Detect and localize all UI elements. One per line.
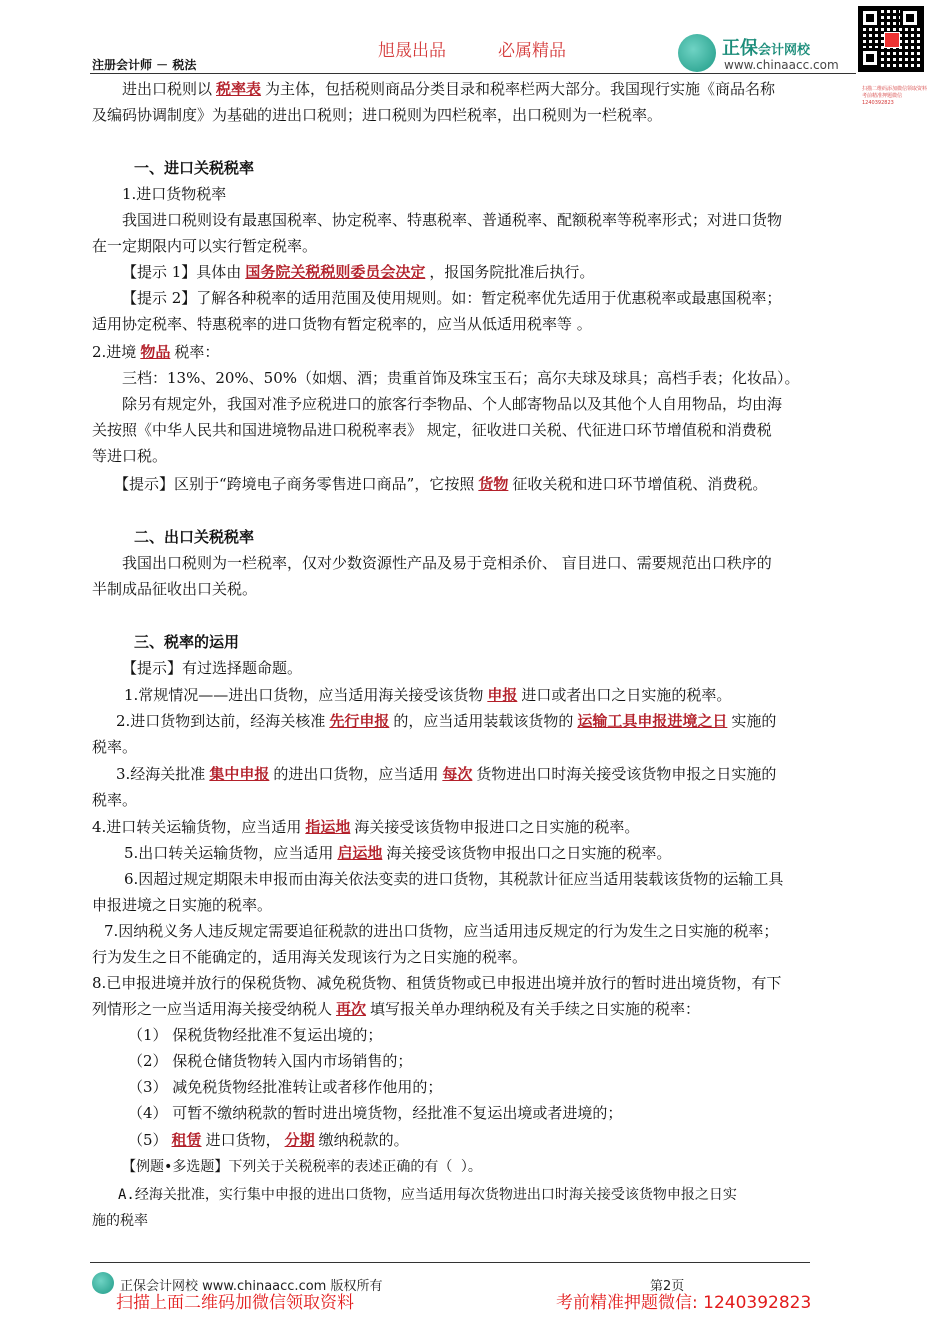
paragraph: 三档：13%、20%、50%（如烟、酒；贵重首饰及珠宝玉石；高尔夫球及球具；高档手表；化妆品）。 xyxy=(122,369,800,387)
tip: 【提示】有过选择题命题。 xyxy=(122,659,303,677)
tip: 【提示 2】了解各种税率的适用范围及使用规则。如：暂定税率优先适用于优惠税率或最惠国税率； xyxy=(122,289,782,307)
keyword: 运输工具申报进境之日 xyxy=(577,712,728,730)
keyword: 申报 xyxy=(487,686,518,704)
keyword: 货物 xyxy=(478,475,509,493)
paragraph: 我国出口税则为一栏税率，仅对少数资源性产品及易于竞相杀价、 盲目进口、需要规范出口秩序的 xyxy=(122,554,772,572)
course-title: 注册会计师 － 税法 xyxy=(92,58,197,72)
paragraph: 我国进口税则设有最惠国税率、协定税率、特惠税率、普通税率、配额税率等税率形式；对进口货物 xyxy=(122,211,783,229)
subheading: 2.进境 物品 税率： xyxy=(92,343,220,361)
sub-list-item: （5） 租赁 进口货物， 分期 缴纳税款的。 xyxy=(128,1131,409,1149)
keyword: 物品 xyxy=(140,343,171,361)
footer-promo-left: 扫描上面二维码加微信领取资料 xyxy=(116,1293,354,1313)
list-item: 1.常规情况——进出口货物，应当适用海关接受该货物 申报 进口或者出口之日实施的税率。 xyxy=(124,686,732,704)
tip: 适用协定税率、特惠税率的进口货物有暂定税率的，应当从低适用税率等 。 xyxy=(92,315,592,333)
keyword: 集中申报 xyxy=(209,765,270,783)
list-item: 税率。 xyxy=(92,738,138,756)
keyword: 再次 xyxy=(336,1000,367,1018)
paragraph: 半制成品征收出口关税。 xyxy=(92,580,258,598)
keyword: 国务院关税税则委员会决定 xyxy=(245,263,426,281)
sub-list-item: （2） 保税仓储货物转入国内市场销售的； xyxy=(128,1052,413,1070)
keyword: 分期 xyxy=(284,1131,315,1149)
tip: 【提示】区别于“跨境电子商务零售进口商品”，它按照 货物 征收关税和进口环节增值税、消费税。 xyxy=(114,475,768,493)
list-item: 申报进境之日实施的税率。 xyxy=(92,896,273,914)
logo-url: www.chinaacc.com xyxy=(724,58,839,72)
keyword: 税率表 xyxy=(216,80,262,98)
footer-promo-right: 考前精准押题微信: 1240392823 xyxy=(556,1293,812,1313)
keyword: 先行申报 xyxy=(329,712,390,730)
footer-logo-icon xyxy=(92,1272,114,1294)
list-item: 税率。 xyxy=(92,791,138,809)
list-item: 行为发生之日不能确定的，适用海关发现该行为之日实施的税率。 xyxy=(92,948,528,966)
list-item: 8.已申报进境并放行的保税货物、减免税货物、租赁货物或已申报进出境并放行的暂时进出境货物，有下 xyxy=(92,974,782,992)
qr-finder-icon xyxy=(860,8,880,28)
section-title: 二、出口关税税率 xyxy=(134,528,255,546)
list-item: 3.经海关批准 集中申报 的进出口货物，应当适用 每次 货物进出口时海关接受该货物申报之日实施的 xyxy=(116,765,777,783)
footer-divider xyxy=(90,1262,810,1263)
logo-emblem-icon xyxy=(678,34,716,72)
paragraph: 等进口税。 xyxy=(92,447,168,465)
list-item: 2.进口货物到达前，经海关核准 先行申报 的，应当适用装载该货物的 运输工具申报进境之日 实施的 xyxy=(116,712,777,730)
list-item: 5.出口转关运输货物，应当适用 启运地 海关接受该货物申报出口之日实施的税率。 xyxy=(124,844,672,862)
intro-line-1: 进出口税则以 税率表 为主体，包括税则商品分类目录和税率栏两大部分。我国现行实施《商品名称 xyxy=(122,80,776,98)
sub-list-item: （1） 保税货物经批准不复运出境的； xyxy=(128,1026,383,1044)
subheading: 1.进口货物税率 xyxy=(122,185,227,203)
section-title: 三、税率的运用 xyxy=(134,633,240,651)
list-item: 列情形之一应当适用海关接受纳税人 再次 填写报关单办理纳税及有关手续之日实施的税率： xyxy=(92,1000,701,1018)
slogan-right: 必属精品 xyxy=(498,41,566,61)
intro-line-2: 及编码协调制度》为基础的进出口税则；进口税则为四栏税率，出口税则为一栏税率。 xyxy=(92,106,663,124)
qr-center-logo-icon xyxy=(884,32,900,48)
qr-finder-icon xyxy=(900,8,920,28)
example-question: 【例题•多选题】下列关于关税税率的表述正确的有（ ）。 xyxy=(122,1159,482,1175)
keyword: 指运地 xyxy=(305,818,351,836)
example-option: 施的税率 xyxy=(92,1213,148,1229)
keyword: 启运地 xyxy=(337,844,383,862)
logo-brand-sub: 会计网校 xyxy=(758,43,811,58)
footer-copyright: 正保会计网校 www.chinaacc.com 版权所有 xyxy=(120,1279,383,1294)
keyword: 每次 xyxy=(442,765,473,783)
paragraph: 除另有规定外，我国对准予应税进口的旅客行李物品、个人邮寄物品以及其他个人自用物品，均由海 xyxy=(122,395,783,413)
slogan-left: 旭晟出品 xyxy=(378,41,446,61)
qr-note: 扫描二维码添加微信领取资料 考前精准押题微信 1240392823 xyxy=(862,86,928,106)
example-option: A.经海关批准，实行集中申报的进出口货物，应当适用每次货物进出口时海关接受该货物申报之日实 xyxy=(118,1187,737,1203)
paragraph: 在一定期限内可以实行暂定税率。 xyxy=(92,237,318,255)
list-item: 6.因超过规定期限未申报而由海关依法变卖的进口货物，其税款计征应当适用装载该货物的运输工具 xyxy=(124,870,784,888)
chinaacc-logo[interactable] xyxy=(678,30,858,74)
sub-list-item: （3） 减免税货物经批准转让或者移作他用的； xyxy=(128,1078,443,1096)
sub-list-item: （4） 可暂不缴纳税款的暂时进出境货物，经批准不复运出境或者进境的； xyxy=(128,1104,623,1122)
paragraph: 关按照《中华人民共和国进境物品进口税税率表》 规定，征收进口关税、代征进口环节增值税和消费税 xyxy=(92,421,772,439)
list-item: 7.因纳税义务人违反规定需要追征税款的进出口货物，应当适用违反规定的行为发生之日实施的税率； xyxy=(104,922,779,940)
page-number: 第2页 xyxy=(650,1279,685,1294)
keyword: 租赁 xyxy=(171,1131,202,1149)
tip: 【提示 1】具体由 国务院关税税则委员会决定 ，报国务院批准后执行。 xyxy=(122,263,595,281)
logo-brand: 正保 xyxy=(722,38,758,59)
qr-finder-icon xyxy=(860,48,880,68)
section-title: 一、进口关税税率 xyxy=(134,159,255,177)
list-item: 4.进口转关运输货物，应当适用 指运地 海关接受该货物申报进口之日实施的税率。 xyxy=(92,818,640,836)
